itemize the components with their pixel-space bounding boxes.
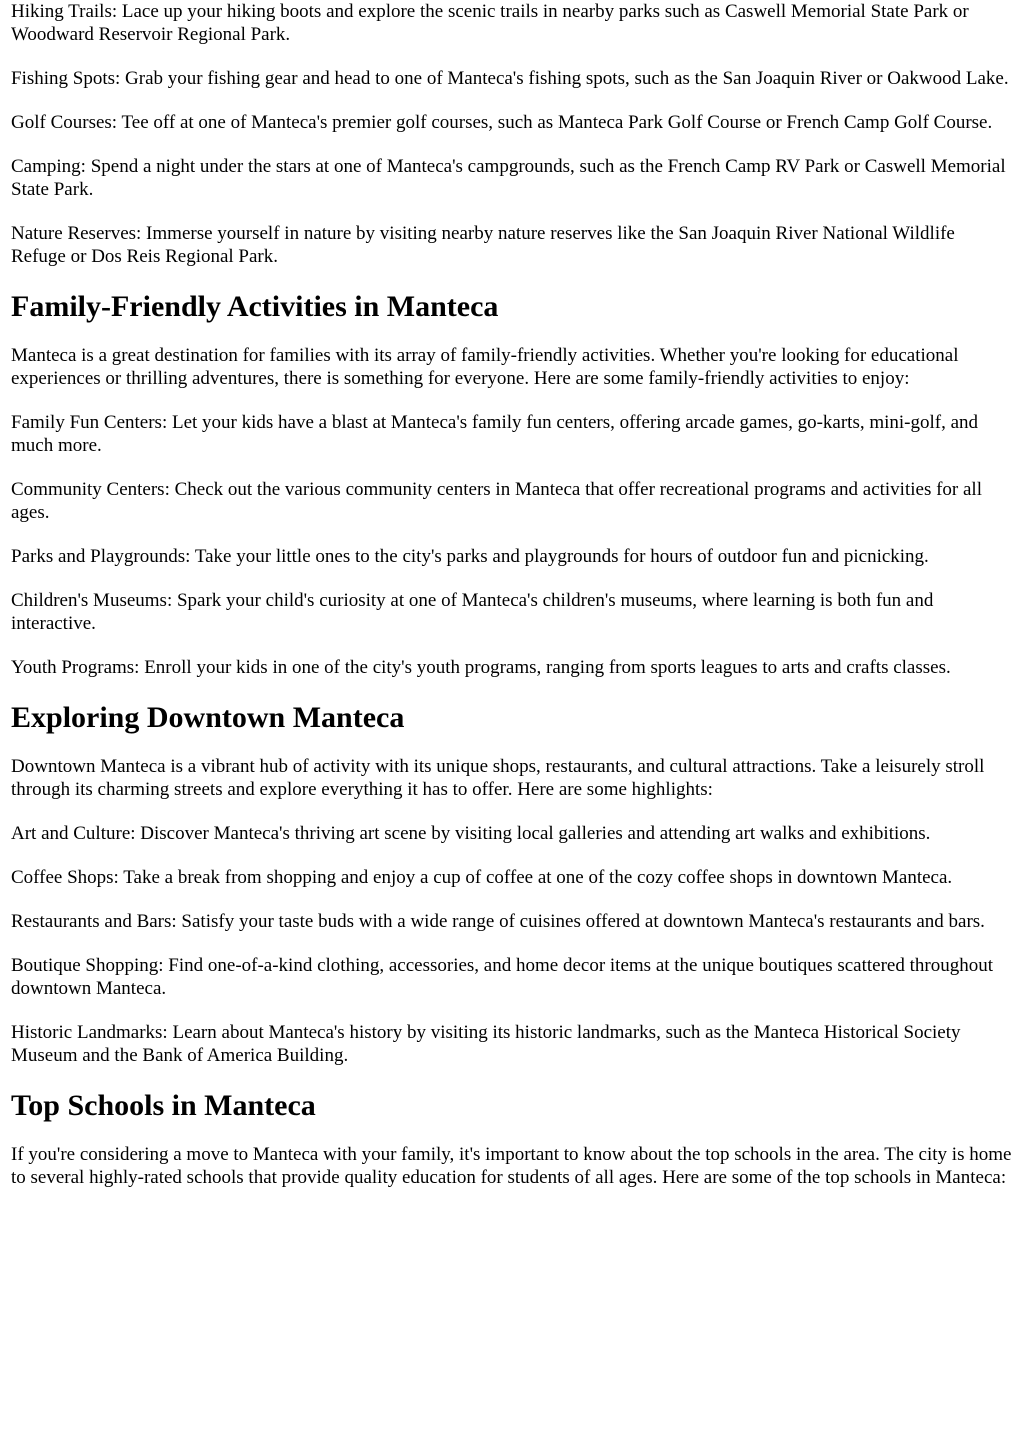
paragraph-community-centers: Community Centers: Check out the various community centers in Manteca that offer recreational programs and activities for all ages. <box>11 479 982 523</box>
paragraph-nature-reserves: Nature Reserves: Immerse yourself in nature by visiting nearby nature reserves like the San Joaquin River National Wildlife Refuge or Dos Reis Regional Park. <box>11 223 955 267</box>
section-heading-family-activities: Family-Friendly Activities in Manteca <box>11 290 499 323</box>
paragraph-golf-courses: Golf Courses: Tee off at one of Manteca's premier golf courses, such as Manteca Park Golf Course or French Camp Golf Course. <box>11 112 993 133</box>
paragraph-coffee-shops: Coffee Shops: Take a break from shopping and enjoy a cup of coffee at one of the cozy coffee shops in downtown Manteca. <box>11 867 953 888</box>
paragraph-camping: Camping: Spend a night under the stars at one of Manteca's campgrounds, such as the French Camp RV Park or Caswell Memorial State Park. <box>11 156 1006 200</box>
paragraph-family-fun-centers: Family Fun Centers: Let your kids have a blast at Manteca's family fun centers, offering arcade games, go-karts, mini-golf, and much more. <box>11 412 979 456</box>
paragraph-schools-intro: If you're considering a move to Manteca with your family, it's important to know about the top schools in the area. The city is home to several highly-rated schools that provide quality education for students of all ages. Here are some of the top schools in Manteca: <box>11 1144 1012 1188</box>
section-heading-top-schools: Top Schools in Manteca <box>11 1089 316 1122</box>
paragraph-boutique-shopping: Boutique Shopping: Find one-of-a-kind clothing, accessories, and home decor items at the unique boutiques scattered throughout downtown Manteca. <box>11 955 993 999</box>
paragraph-hiking-trails: Hiking Trails: Lace up your hiking boots and explore the scenic trails in nearby parks such as Caswell Memorial State Park or Woodward Reservoir Regional Park. <box>11 1 969 45</box>
schools-section <box>11 1088 1014 1189</box>
paragraph-restaurants-bars: Restaurants and Bars: Satisfy your taste buds with a wide range of cuisines offered at downtown Manteca's restaurants and bars. <box>11 911 985 932</box>
paragraph-family-intro: Manteca is a great destination for families with its array of family-friendly activities. Whether you're looking for educational experiences or thrilling adventures, there is something for everyone. Here are some family-friendly activities to enjoy: <box>11 345 959 389</box>
section-heading-downtown: Exploring Downtown Manteca <box>11 701 405 734</box>
paragraph-downtown-intro: Downtown Manteca is a vibrant hub of activity with its unique shops, restaurants, and cultural attractions. Take a leisurely stroll through its charming streets and explore everything it has to offer. Here are some highlights: <box>11 756 985 800</box>
paragraph-parks-playgrounds: Parks and Playgrounds: Take your little ones to the city's parks and playgrounds for hours of outdoor fun and picnicking. <box>11 546 929 567</box>
downtown-section <box>11 700 1014 1067</box>
paragraph-childrens-museums: Children's Museums: Spark your child's curiosity at one of Manteca's children's museums, where learning is both fun and interactive. <box>11 590 934 634</box>
paragraph-fishing-spots: Fishing Spots: Grab your fishing gear and head to one of Manteca's fishing spots, such as the San Joaquin River or Oakwood Lake. <box>11 68 1009 89</box>
paragraph-art-culture: Art and Culture: Discover Manteca's thriving art scene by visiting local galleries and attending art walks and exhibitions. <box>11 823 931 844</box>
outdoor-activities-section <box>11 0 1014 268</box>
paragraph-youth-programs: Youth Programs: Enroll your kids in one of the city's youth programs, ranging from sports leagues to arts and crafts classes. <box>11 657 951 678</box>
family-activities-section <box>11 289 1014 679</box>
paragraph-historic-landmarks: Historic Landmarks: Learn about Manteca's history by visiting its historic landmarks, such as the Manteca Historical Society Museum and the Bank of America Building. <box>11 1022 961 1066</box>
